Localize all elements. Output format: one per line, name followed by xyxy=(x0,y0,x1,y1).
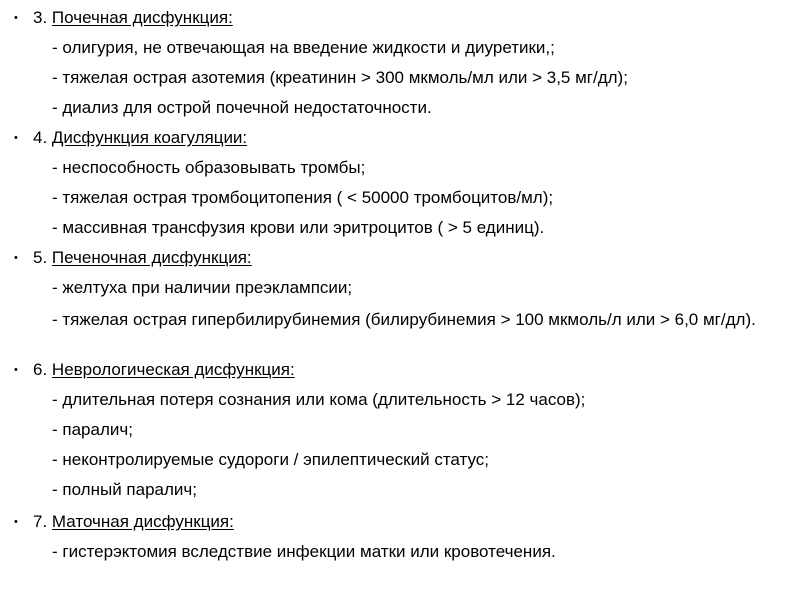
section-heading xyxy=(0,3,800,33)
list-item: - неспособность образовывать тромбы; xyxy=(52,158,366,177)
bullet-icon: • xyxy=(14,516,18,528)
section-renal xyxy=(0,3,800,123)
section-number: 5. xyxy=(33,248,48,267)
section-number: 3. xyxy=(33,8,48,27)
list-item: - полный паралич; xyxy=(52,480,197,499)
section-title: Печеночная дисфункция: xyxy=(51,248,252,267)
list-item: - длительная потеря сознания или кома (длительность > 12 часов); xyxy=(52,390,586,409)
section-title: Неврологическая дисфункция: xyxy=(51,360,295,379)
section-heading xyxy=(0,123,800,153)
list-item: - неконтролируемые судороги / эпилептический статус; xyxy=(52,450,490,469)
bullet-icon: • xyxy=(14,252,18,264)
section-neurological xyxy=(0,355,800,505)
list-item: - желтуха при наличии преэклампсии; xyxy=(52,278,353,297)
section-number: 6. xyxy=(33,360,48,379)
bullet-icon: • xyxy=(14,12,18,24)
list-item: - гистерэктомия вследствие инфекции матки или кровотечения. xyxy=(52,542,556,561)
list-item: - тяжелая острая азотемия (креатинин > 300 мкмоль/мл или > 3,5 мг/дл); xyxy=(52,68,628,87)
section-title: Дисфункция коагуляции: xyxy=(51,128,248,147)
list-item: - олигурия, не отвечающая на введение жидкости и диуретики,; xyxy=(52,38,555,57)
section-number: 4. xyxy=(33,128,48,147)
list-item: - массивная трансфузия крови или эритроцитов ( > 5 единиц). xyxy=(52,218,545,237)
list-item: - диализ для острой почечной недостаточности. xyxy=(52,98,432,117)
section-hepatic xyxy=(0,243,800,333)
section-title: Маточная дисфункция: xyxy=(51,512,234,531)
bullet-icon: • xyxy=(14,364,18,376)
list-item: - тяжелая острая тромбоцитопения ( < 50000 тромбоцитов/мл); xyxy=(52,188,554,207)
section-heading xyxy=(0,507,800,537)
section-heading xyxy=(0,243,800,273)
section-uterine xyxy=(0,507,800,567)
section-number: 7. xyxy=(33,512,48,531)
list-item: - тяжелая острая гипербилирубинемия (билирубинемия > 100 мкмоль/л или > 6,0 мг/дл). xyxy=(52,310,756,329)
bullet-icon: • xyxy=(14,132,18,144)
section-title: Почечная дисфункция: xyxy=(51,8,233,27)
section-coagulation xyxy=(0,123,800,243)
section-heading xyxy=(0,355,800,385)
list-item: - паралич; xyxy=(52,420,133,439)
